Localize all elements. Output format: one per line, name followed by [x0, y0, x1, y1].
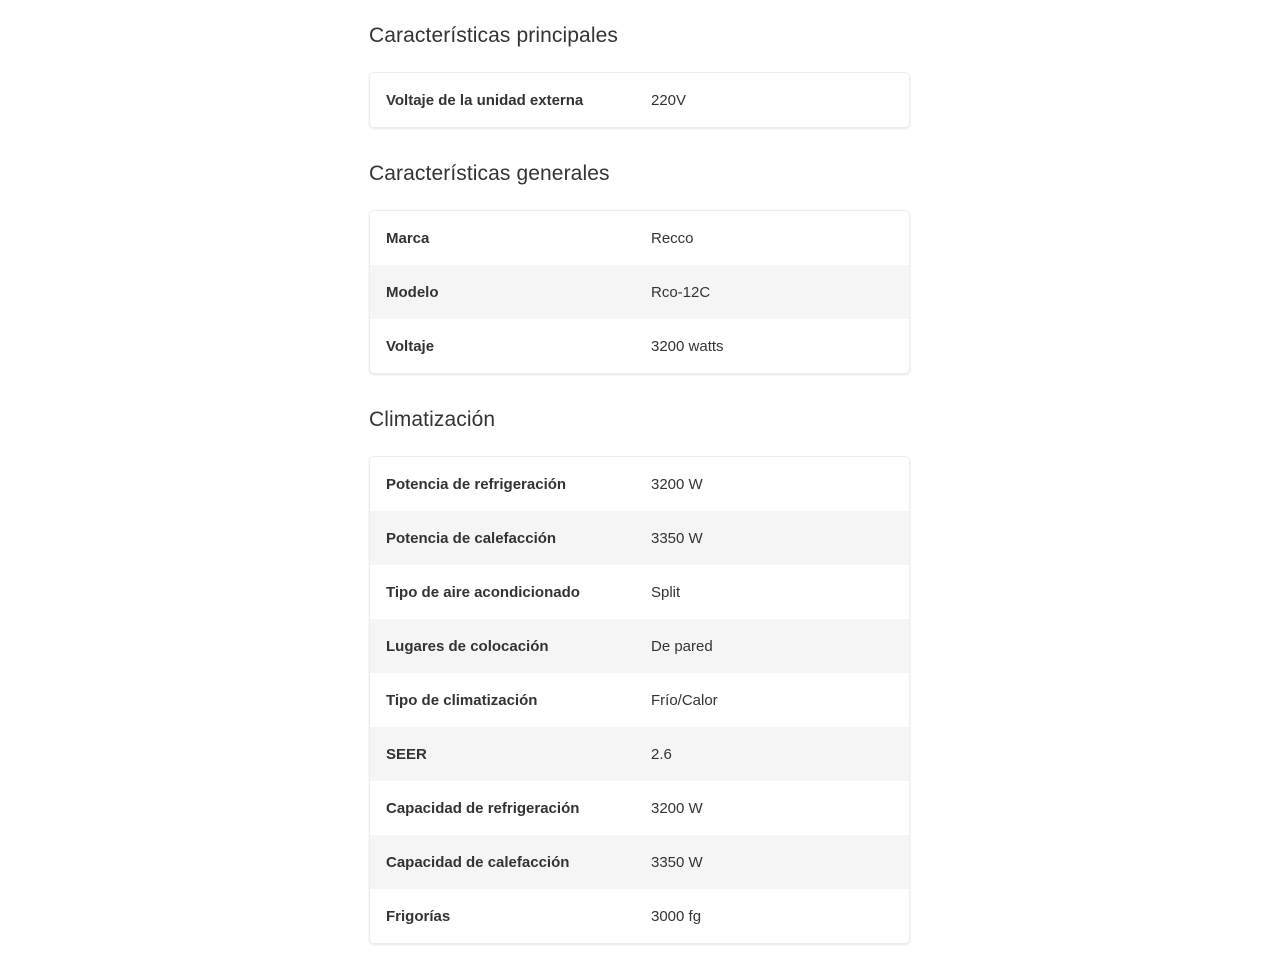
spec-value: Rco-12C — [651, 283, 711, 301]
spec-label: Modelo — [386, 283, 439, 301]
spec-value: 2.6 — [651, 745, 672, 763]
table-row — [370, 781, 909, 835]
spec-label: Tipo de aire acondicionado — [386, 583, 580, 601]
spec-value: 3200 W — [651, 475, 703, 493]
table-row — [370, 835, 909, 889]
spec-value: 3200 W — [651, 799, 703, 817]
spec-label: Frigorías — [386, 907, 451, 925]
specs-table — [369, 72, 910, 128]
spec-value: De pared — [651, 637, 713, 655]
spec-label: Tipo de climatización — [386, 691, 538, 709]
spec-label: Lugares de colocación — [386, 637, 549, 655]
table-row — [370, 889, 909, 943]
section-title: Características generales — [369, 162, 610, 185]
table-row — [370, 457, 909, 511]
spec-value: 3000 fg — [651, 907, 702, 925]
spec-value: 3350 W — [651, 853, 703, 871]
spec-label: Voltaje — [386, 337, 435, 355]
spec-value: 3350 W — [651, 529, 703, 547]
section-title: Climatización — [369, 408, 496, 431]
table-row — [370, 319, 909, 373]
table-row — [370, 619, 909, 673]
spec-value: 220V — [651, 91, 687, 109]
specs-table — [369, 456, 910, 944]
spec-label: SEER — [386, 745, 427, 763]
section-general-features — [369, 156, 910, 374]
table-row — [370, 265, 909, 319]
section-climatization — [369, 402, 910, 944]
table-row — [370, 565, 909, 619]
spec-value: Recco — [651, 229, 694, 247]
section-title: Características principales — [369, 24, 618, 47]
spec-value: Frío/Calor — [651, 691, 718, 709]
spec-label: Voltaje de la unidad externa — [386, 91, 584, 109]
spec-label: Marca — [386, 229, 430, 247]
spec-label: Potencia de refrigeración — [386, 475, 567, 493]
spec-label: Potencia de calefacción — [386, 529, 557, 547]
spec-label: Capacidad de refrigeración — [386, 799, 580, 817]
table-row — [370, 73, 909, 127]
section-main-features — [369, 18, 910, 128]
specs-table — [369, 210, 910, 374]
spec-value: 3200 watts — [651, 337, 724, 355]
spec-value: Split — [651, 583, 681, 601]
specs-container — [369, 0, 910, 944]
table-row — [370, 511, 909, 565]
table-row — [370, 727, 909, 781]
spec-label: Capacidad de calefacción — [386, 853, 570, 871]
table-row — [370, 211, 909, 265]
table-row — [370, 673, 909, 727]
